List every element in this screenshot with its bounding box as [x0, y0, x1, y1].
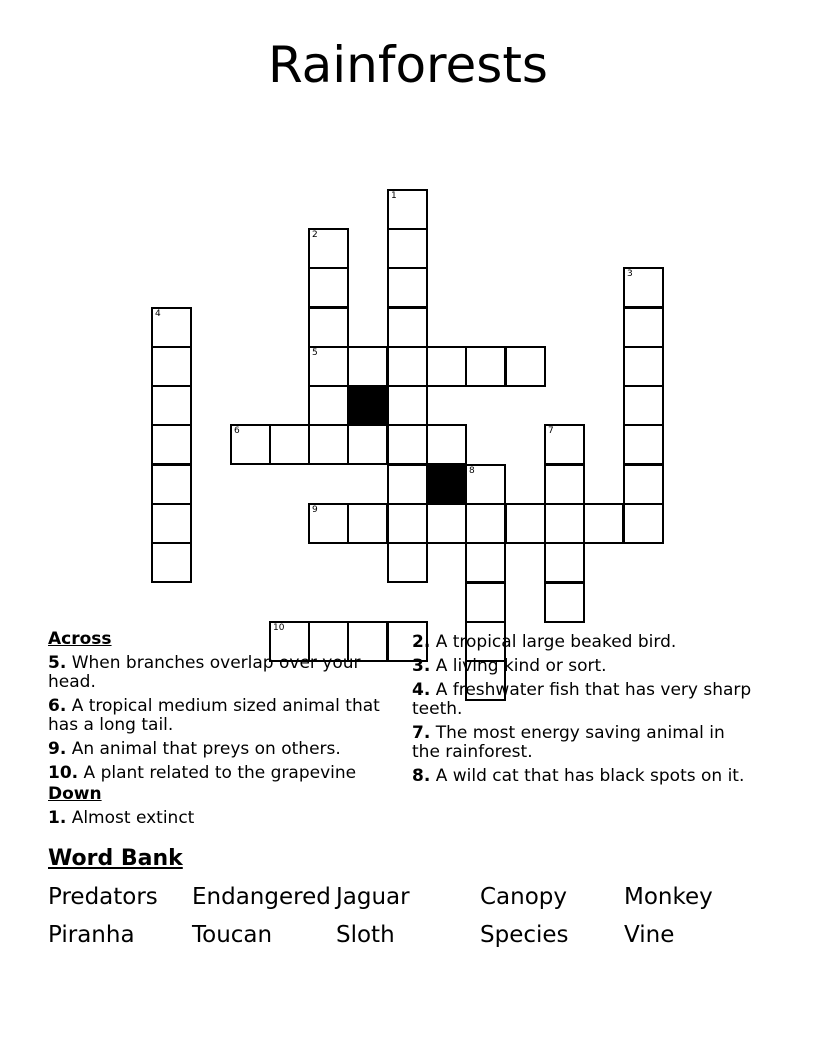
clue-across-5 [48, 654, 393, 692]
crossword-cell[interactable] [308, 267, 349, 308]
clue-down-8 [412, 767, 757, 786]
crossword-cell[interactable] [387, 189, 428, 230]
cell-number: 5 [312, 348, 318, 358]
down-heading: Down [48, 784, 102, 804]
crossword-cell[interactable] [623, 267, 664, 308]
word-bank-word: Sloth [336, 922, 395, 948]
clue-across-6 [48, 697, 393, 735]
crossword-cell[interactable] [505, 503, 546, 544]
crossword-cell[interactable] [387, 464, 428, 505]
clue-number: 5. [48, 653, 67, 673]
crossword-cell[interactable] [387, 346, 428, 387]
clue-down-2 [412, 633, 757, 652]
clue-text: The most energy saving animal in the rainforest. [412, 723, 725, 762]
clue-number: 1. [48, 808, 67, 828]
crossword-cell[interactable] [151, 503, 192, 544]
crossword-cell[interactable] [426, 424, 467, 465]
word-bank-word: Canopy [480, 884, 568, 910]
crossword-cell[interactable] [623, 307, 664, 348]
clue-text: An animal that preys on others. [71, 739, 341, 759]
across-heading: Across [48, 629, 112, 649]
clue-down-3 [412, 657, 757, 676]
crossword-cell[interactable] [465, 503, 506, 544]
crossword-cell[interactable] [426, 346, 467, 387]
crossword-cell[interactable] [308, 228, 349, 269]
cell-number: 9 [312, 505, 318, 515]
clue-text: A plant related to the grapevine [83, 763, 357, 783]
clue-number: 2. [412, 632, 431, 652]
crossword-cell[interactable] [387, 424, 428, 465]
cell-number: 2 [312, 230, 318, 240]
crossword-cell[interactable] [505, 346, 546, 387]
clue-text: A wild cat that has black spots on it. [435, 766, 745, 786]
crossword-cell[interactable] [347, 424, 388, 465]
crossword-cell[interactable] [623, 464, 664, 505]
clue-text: Almost extinct [71, 808, 195, 828]
clue-number: 8. [412, 766, 431, 786]
word-bank-title: Word Bank [48, 846, 183, 871]
clue-text: A living kind or sort. [435, 656, 607, 676]
clue-number: 7. [412, 723, 431, 743]
clue-across-9 [48, 740, 393, 759]
cell-number: 10 [273, 623, 285, 633]
word-bank-word: Piranha [48, 922, 135, 948]
clue-number: 3. [412, 656, 431, 676]
word-bank-word: Vine [624, 922, 675, 948]
crossword-cell[interactable] [151, 385, 192, 426]
crossword-cell[interactable] [347, 503, 388, 544]
cell-number: 8 [469, 466, 475, 476]
cell-number: 4 [155, 309, 161, 319]
crossword-cell[interactable] [544, 424, 585, 465]
clue-number: 10. [48, 763, 79, 783]
clues-left-column [48, 628, 393, 828]
crossword-cell[interactable] [308, 385, 349, 426]
crossword-cell[interactable] [544, 464, 585, 505]
crossword-cell[interactable] [544, 542, 585, 583]
clues-right-column [412, 628, 757, 786]
clue-number: 9. [48, 739, 67, 759]
crossword-cell[interactable] [151, 542, 192, 583]
clue-down-4 [412, 681, 757, 719]
crossword-cell[interactable] [465, 346, 506, 387]
crossword-cell[interactable] [347, 346, 388, 387]
crossword-cell[interactable] [387, 503, 428, 544]
crossword-cell[interactable] [151, 307, 192, 348]
word-bank-word: Endangered [192, 884, 331, 910]
crossword-cell[interactable] [387, 267, 428, 308]
crossword-cell[interactable] [544, 503, 585, 544]
clue-number: 4. [412, 680, 431, 700]
crossword-cell[interactable] [623, 346, 664, 387]
crossword-cell[interactable] [151, 464, 192, 505]
crossword-cell[interactable] [308, 307, 349, 348]
clue-across-10 [48, 764, 393, 783]
crossword-cell[interactable] [583, 503, 624, 544]
crossword-block [426, 464, 467, 505]
crossword-cell[interactable] [426, 503, 467, 544]
cell-number: 3 [627, 269, 633, 279]
crossword-block [347, 385, 388, 426]
word-bank-word: Toucan [192, 922, 273, 948]
crossword-cell[interactable] [269, 424, 310, 465]
crossword-cell[interactable] [387, 385, 428, 426]
crossword-cell[interactable] [623, 503, 664, 544]
clue-text: A tropical medium sized animal that has a long tail. [48, 696, 380, 735]
crossword-cell[interactable] [465, 542, 506, 583]
crossword-cell[interactable] [623, 385, 664, 426]
clue-down-7 [412, 724, 757, 762]
cell-number: 1 [391, 191, 397, 201]
word-bank-word: Monkey [624, 884, 713, 910]
cell-number: 6 [234, 426, 240, 436]
crossword-cell[interactable] [465, 464, 506, 505]
word-bank-word: Predators [48, 884, 158, 910]
cell-number: 7 [548, 426, 554, 436]
crossword-cell[interactable] [387, 307, 428, 348]
crossword-cell[interactable] [308, 346, 349, 387]
clue-text: A tropical large beaked bird. [435, 632, 677, 652]
crossword-cell[interactable] [308, 503, 349, 544]
clue-down-1 [48, 809, 393, 828]
clue-text: A freshwater fish that has very sharp teeth. [412, 680, 752, 719]
crossword-cell[interactable] [387, 542, 428, 583]
crossword-cell[interactable] [151, 346, 192, 387]
crossword-cell[interactable] [230, 424, 271, 465]
word-bank-word: Species [480, 922, 569, 948]
crossword-cell[interactable] [387, 228, 428, 269]
crossword-cell[interactable] [151, 424, 192, 465]
crossword-cell[interactable] [544, 582, 585, 623]
clue-number: 6. [48, 696, 67, 716]
word-bank-word: Jaguar [336, 884, 410, 910]
puzzle-title: Rainforests [268, 36, 548, 94]
crossword-cell[interactable] [465, 582, 506, 623]
clue-text: When branches overlap over your head. [48, 653, 361, 692]
crossword-cell[interactable] [308, 424, 349, 465]
crossword-cell[interactable] [623, 424, 664, 465]
